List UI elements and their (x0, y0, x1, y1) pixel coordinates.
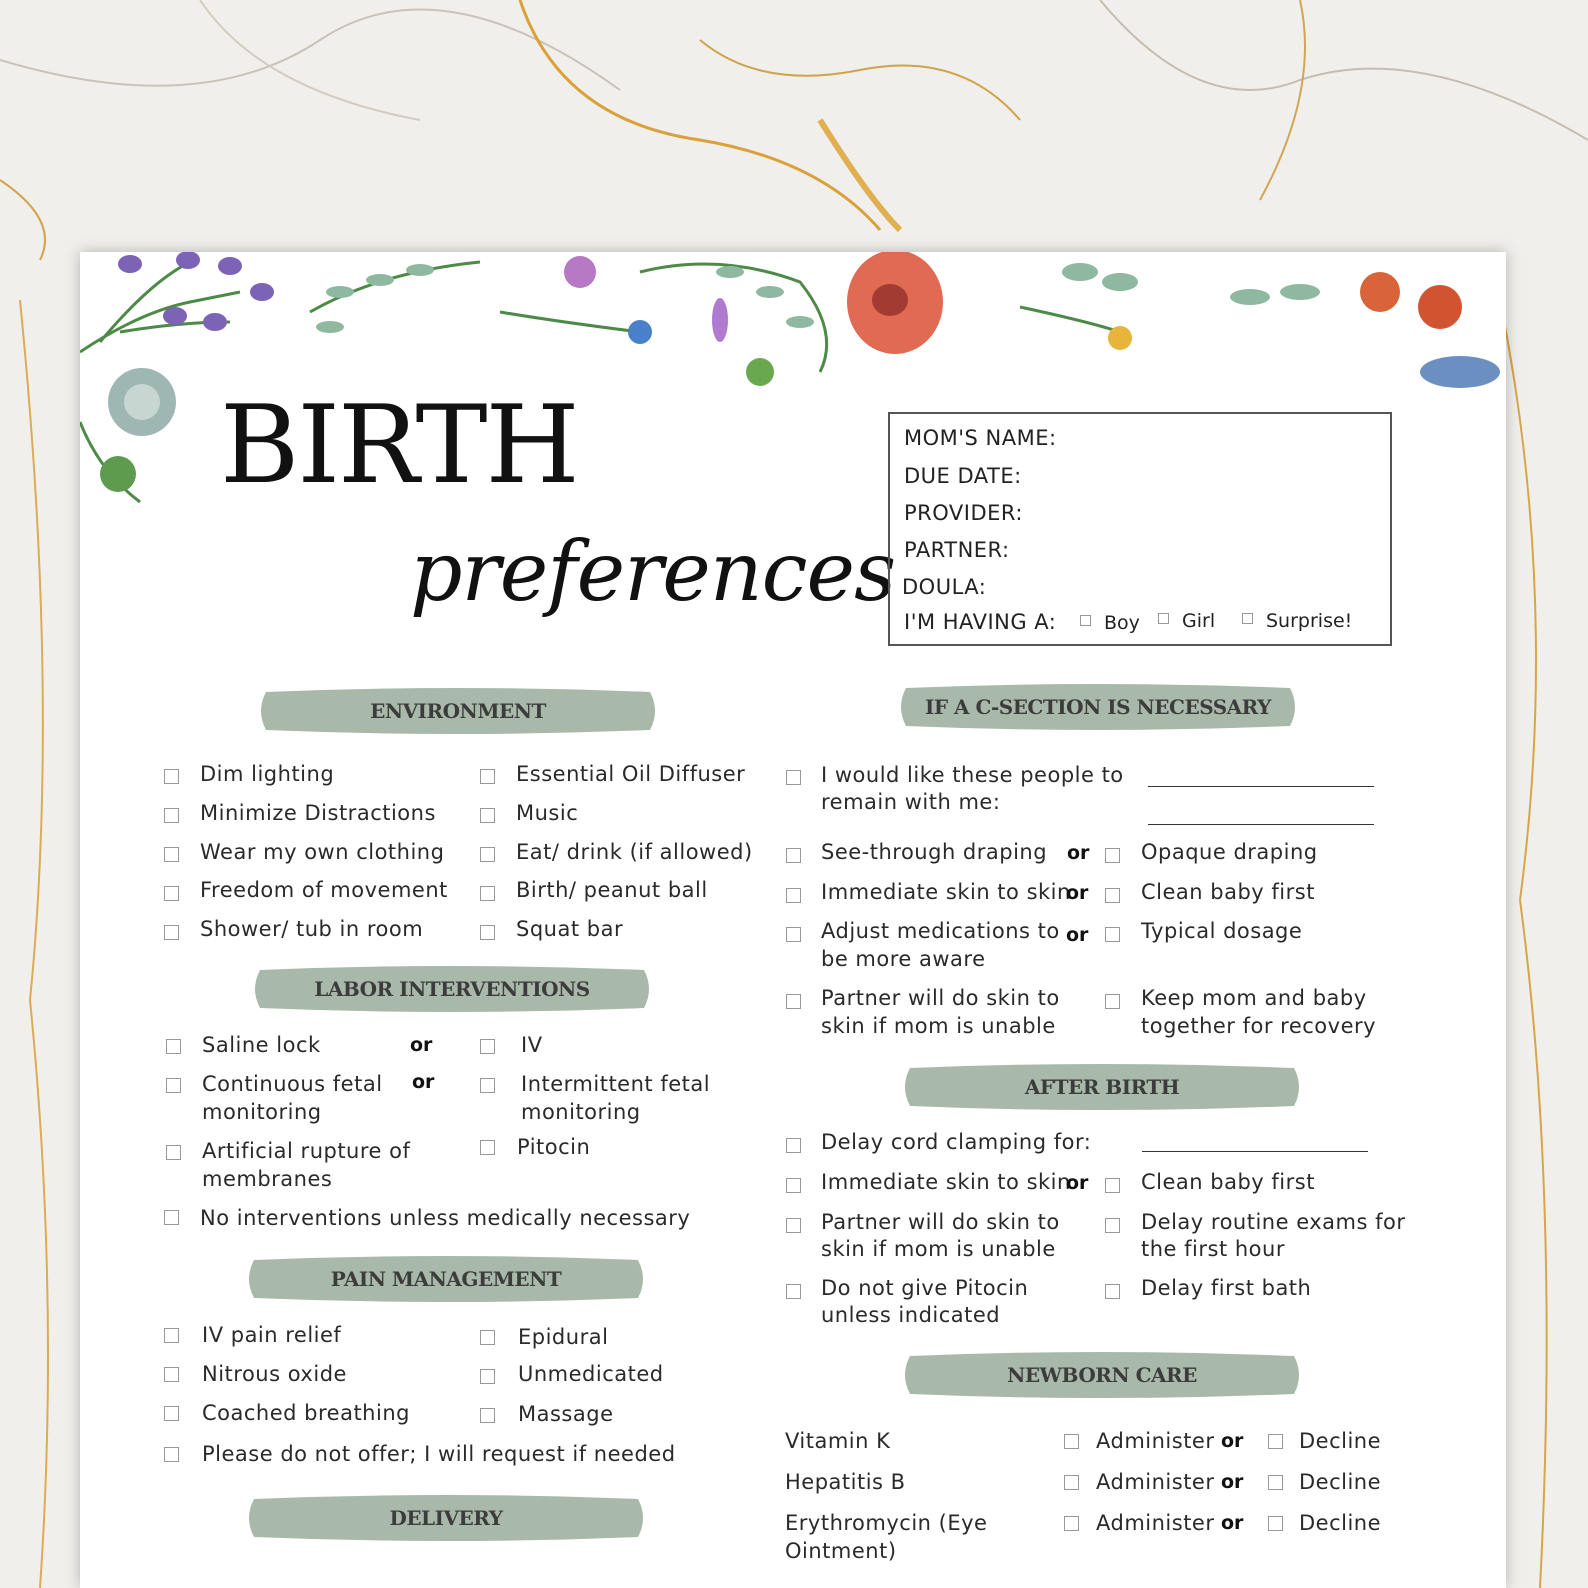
or-label: or (410, 1034, 433, 1056)
checkbox[interactable] (164, 886, 179, 901)
checkbox[interactable] (480, 769, 495, 784)
checkbox[interactable] (1080, 615, 1091, 626)
labor-no-interventions: No interventions unless medically necessary (200, 1206, 691, 1230)
env-freedom-movement: Freedom of movement (200, 878, 448, 902)
provider-field[interactable]: PROVIDER: (904, 501, 1023, 525)
newborn-vitamin-k: Vitamin K (785, 1429, 891, 1453)
labor-pitocin: Pitocin (517, 1135, 591, 1159)
checkbox[interactable] (1242, 613, 1253, 624)
labor-iv: IV (521, 1033, 543, 1057)
csection-keep-together-line2: together for recovery (1141, 1014, 1377, 1038)
checkbox[interactable] (1158, 613, 1169, 624)
heading-pain-management: PAIN MANAGEMENT (246, 1254, 646, 1304)
checkbox[interactable] (164, 1210, 179, 1225)
after-partner-skin-line2: skin if mom is unable (821, 1237, 1056, 1261)
labor-continuous-monitoring-line2: monitoring (202, 1100, 322, 1124)
checkbox[interactable] (164, 808, 179, 823)
or-label: or (1221, 1471, 1244, 1493)
checkbox[interactable] (1105, 1218, 1120, 1233)
heading-after-birth: AFTER BIRTH (902, 1062, 1302, 1112)
checkbox[interactable] (164, 1447, 179, 1462)
decline-label: Decline (1299, 1511, 1382, 1535)
csection-partner-skin-line2: skin if mom is unable (821, 1014, 1056, 1038)
heading-environment: ENVIRONMENT (258, 686, 658, 736)
after-partner-skin-line1: Partner will do skin to (821, 1210, 1060, 1234)
heading-labor-interventions: LABOR INTERVENTIONS (252, 964, 652, 1014)
labor-intermittent-monitoring-line2: monitoring (521, 1100, 641, 1124)
administer-label: Administer (1096, 1429, 1215, 1453)
env-music: Music (516, 801, 579, 825)
checkbox[interactable] (1064, 1475, 1079, 1490)
csection-adjust-meds-line1: Adjust medications to (821, 919, 1060, 943)
csection-typical-dosage: Typical dosage (1141, 919, 1303, 943)
checkbox[interactable] (786, 1138, 801, 1153)
sex-option-surprise[interactable]: Surprise! (1242, 610, 1352, 632)
doula-field[interactable]: DOULA: (902, 575, 987, 599)
cord-clamping-blank-line[interactable] (1142, 1151, 1368, 1152)
checkbox[interactable] (1268, 1475, 1283, 1490)
due-date-field[interactable]: DUE DATE: (904, 464, 1022, 488)
checkbox[interactable] (1105, 927, 1120, 942)
info-box (888, 412, 1392, 646)
after-immediate-skin: Immediate skin to skin (821, 1170, 1071, 1194)
checkbox[interactable] (480, 808, 495, 823)
pain-nitrous-oxide: Nitrous oxide (202, 1362, 347, 1386)
checkbox[interactable] (480, 847, 495, 862)
checkbox[interactable] (786, 770, 801, 785)
people-blank-line-1[interactable] (1148, 786, 1374, 787)
heading-c-section: IF A C-SECTION IS NECESSARY (898, 682, 1298, 732)
checkbox[interactable] (164, 847, 179, 862)
checkbox[interactable] (1268, 1434, 1283, 1449)
labor-rupture-line1: Artificial rupture of (202, 1139, 411, 1163)
having-a-label: I'M HAVING A: (904, 610, 1057, 634)
heading-newborn-care: NEWBORN CARE (902, 1350, 1302, 1400)
checkbox[interactable] (480, 1330, 495, 1345)
checkbox[interactable] (1105, 1178, 1120, 1193)
partner-field[interactable]: PARTNER: (904, 538, 1010, 562)
pain-massage: Massage (518, 1402, 614, 1426)
checkbox[interactable] (164, 1367, 179, 1382)
checkbox[interactable] (164, 769, 179, 784)
env-oil-diffuser: Essential Oil Diffuser (516, 762, 746, 786)
sex-option-boy[interactable]: Boy (1080, 612, 1140, 634)
checkbox[interactable] (1064, 1516, 1079, 1531)
checkbox[interactable] (1105, 888, 1120, 903)
after-delay-exams-line2: the first hour (1141, 1237, 1285, 1261)
checkbox[interactable] (480, 1140, 495, 1155)
csection-people-line2: remain with me: (821, 790, 1001, 814)
checkbox[interactable] (480, 1078, 495, 1093)
checkbox[interactable] (480, 1039, 495, 1054)
csection-keep-together-line1: Keep mom and baby (1141, 986, 1367, 1010)
sex-option-girl[interactable]: Girl (1158, 610, 1215, 632)
after-no-pitocin-line1: Do not give Pitocin (821, 1276, 1029, 1300)
or-label: or (1067, 842, 1090, 864)
after-clean-baby-first: Clean baby first (1141, 1170, 1315, 1194)
checkbox[interactable] (786, 927, 801, 942)
csection-clean-baby-first: Clean baby first (1141, 880, 1315, 904)
env-eat-drink: Eat/ drink (if allowed) (516, 840, 753, 864)
checkbox[interactable] (786, 1284, 801, 1299)
csection-people-line1: I would like these people to (821, 763, 1124, 787)
pain-coached-breathing: Coached breathing (202, 1401, 410, 1425)
checkbox[interactable] (786, 1178, 801, 1193)
administer-label: Administer (1096, 1511, 1215, 1535)
checkbox[interactable] (166, 1078, 181, 1093)
checkbox[interactable] (164, 1406, 179, 1421)
checkbox[interactable] (1064, 1434, 1079, 1449)
checkbox[interactable] (480, 1369, 495, 1384)
checkbox[interactable] (1268, 1516, 1283, 1531)
checkbox[interactable] (164, 925, 179, 940)
checkbox[interactable] (786, 994, 801, 1009)
checkbox[interactable] (480, 925, 495, 940)
checkbox[interactable] (166, 1145, 181, 1160)
decline-label: Decline (1299, 1470, 1382, 1494)
after-no-pitocin-line2: unless indicated (821, 1303, 1001, 1327)
decline-label: Decline (1299, 1429, 1382, 1453)
mom-name-field[interactable]: MOM'S NAME: (904, 426, 1057, 450)
after-delay-exams-line1: Delay routine exams for (1141, 1210, 1406, 1234)
or-label: or (1066, 924, 1089, 946)
or-label: or (1221, 1430, 1244, 1452)
checkbox[interactable] (164, 1328, 179, 1343)
or-label: or (412, 1071, 435, 1093)
env-squat-bar: Squat bar (516, 917, 624, 941)
labor-saline-lock: Saline lock (202, 1033, 321, 1057)
pain-unmedicated: Unmedicated (518, 1362, 664, 1386)
or-label: or (1066, 882, 1089, 904)
checkbox[interactable] (786, 888, 801, 903)
checkbox[interactable] (1105, 848, 1120, 863)
people-blank-line-2[interactable] (1148, 824, 1374, 825)
env-peanut-ball: Birth/ peanut ball (516, 878, 708, 902)
pain-iv-relief: IV pain relief (202, 1323, 342, 1347)
after-delay-cord-clamping: Delay cord clamping for: (821, 1130, 1092, 1154)
csection-adjust-meds-line2: be more aware (821, 947, 986, 971)
labor-intermittent-monitoring-line1: Intermittent fetal (521, 1072, 711, 1096)
or-label: or (1221, 1512, 1244, 1534)
csection-partner-skin-line1: Partner will do skin to (821, 986, 1060, 1010)
checkbox[interactable] (1105, 994, 1120, 1009)
title-preferences: preferences (410, 525, 896, 620)
env-own-clothing: Wear my own clothing (200, 840, 445, 864)
checkbox[interactable] (786, 848, 801, 863)
csection-see-through-draping: See-through draping (821, 840, 1048, 864)
after-delay-first-bath: Delay first bath (1141, 1276, 1312, 1300)
birth-plan-page (80, 252, 1506, 1588)
csection-opaque-draping: Opaque draping (1141, 840, 1318, 864)
env-shower-tub: Shower/ tub in room (200, 917, 424, 941)
labor-rupture-line2: membranes (202, 1167, 333, 1191)
checkbox[interactable] (786, 1218, 801, 1233)
checkbox[interactable] (480, 1408, 495, 1423)
pain-do-not-offer: Please do not offer; I will request if needed (202, 1442, 676, 1466)
or-label: or (1066, 1172, 1089, 1194)
heading-delivery: DELIVERY (246, 1493, 646, 1543)
newborn-hepatitis-b: Hepatitis B (785, 1470, 906, 1494)
checkbox[interactable] (1105, 1284, 1120, 1299)
env-minimize-distractions: Minimize Distractions (200, 801, 436, 825)
csection-immediate-skin: Immediate skin to skin (821, 880, 1071, 904)
labor-continuous-monitoring-line1: Continuous fetal (202, 1072, 383, 1096)
title-birth: BIRTH (220, 383, 578, 508)
pain-epidural: Epidural (518, 1325, 609, 1349)
newborn-erythromycin-line1: Erythromycin (Eye (785, 1511, 988, 1535)
checkbox[interactable] (480, 886, 495, 901)
env-dim-lighting: Dim lighting (200, 762, 335, 786)
checkbox[interactable] (166, 1039, 181, 1054)
administer-label: Administer (1096, 1470, 1215, 1494)
newborn-erythromycin-line2: Ointment) (785, 1539, 897, 1563)
